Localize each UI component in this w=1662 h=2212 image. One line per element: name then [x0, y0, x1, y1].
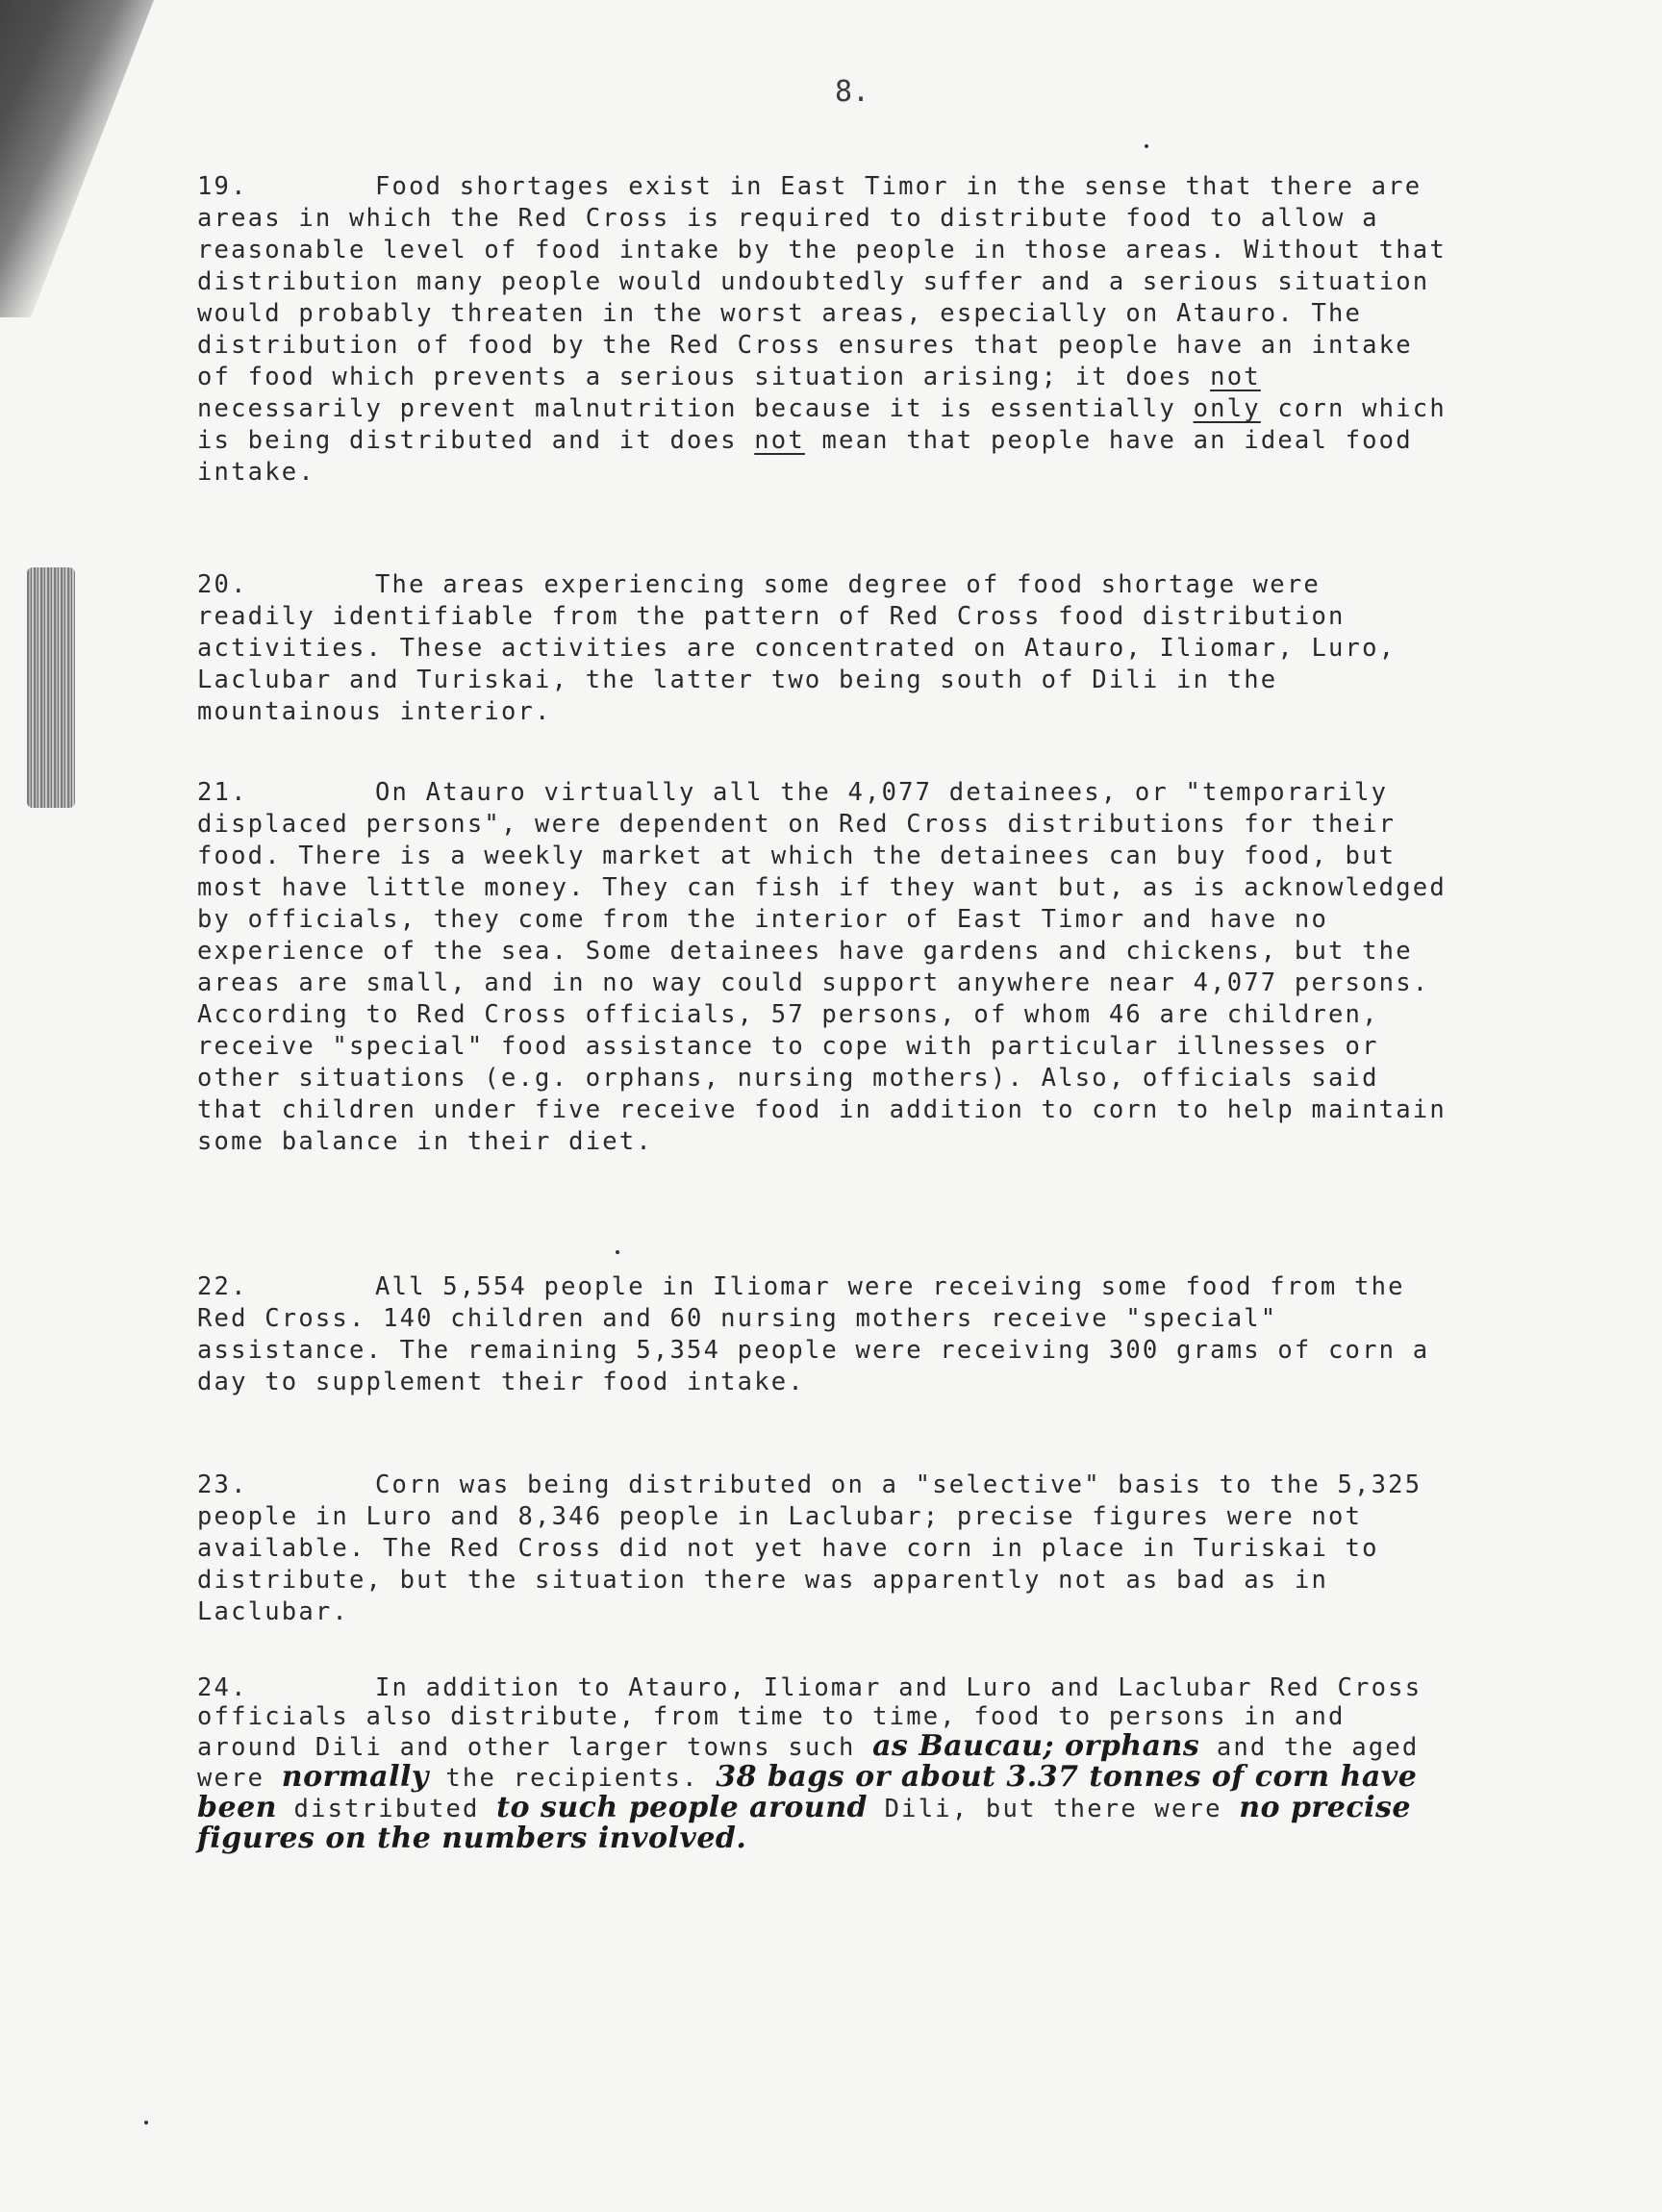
typed-text: and the aged were — [197, 1733, 1420, 1793]
paragraph-text: All 5,554 people in Iliomar were receiving some food from the Red Cross. 140 children and 60 nursing mothers receive "special" assistance. The remaining 5,354 people were receiving 300 grams of corn a day to supplement their food intake. — [197, 1272, 1430, 1396]
handwritten-annotation: no precise figures on the numbers involved. — [197, 1791, 1411, 1855]
paragraph-21 — [197, 777, 1448, 1158]
paragraph-text: Corn was being distributed on a "selective" basis to the 5,325 people in Luro and 8,346 people in Laclubar; precise figures were not available. The Red Cross did not yet have corn in place in Turiskai to distribute, but the situation there was apparently not as bad as in Laclubar. — [197, 1470, 1423, 1626]
underlined-word: only — [1193, 394, 1261, 423]
paragraph-24 — [197, 1673, 1448, 1854]
speck — [1145, 144, 1148, 148]
underlined-word: not — [754, 426, 805, 455]
typed-text: Dili, but there were — [868, 1795, 1240, 1823]
handwritten-annotation: 38 bags or about 3.37 tonnes of corn have been — [197, 1760, 1418, 1824]
paragraph-number: 24. — [197, 1673, 248, 1702]
page-number: 8. — [835, 75, 870, 109]
paragraph-text: On Atauro virtually all the 4,077 detainees, or "temporarily displaced persons", were dependent on Red Cross distributions for their food. There is a weekly market at which the detainees can buy food, but most have little money. They can fish if they want but, as is acknowledged by officials, they come from the interior of East Timor and have no experience of the sea. Some detainees have gardens and chickens, but the areas are small, and in no way could support anywhere near 4,077 persons. According to Red Cross officials, 57 persons, of whom 46 are children, receive "special" food assistance to cope with particular illnesses or other situations (e.g. orphans, nursing mothers). Also, officials said that children under five receive food in addition to corn to help maintain some balance in their diet. — [197, 778, 1447, 1156]
paragraph-number: 20. — [197, 570, 248, 599]
typed-text: the recipients. — [428, 1764, 717, 1793]
paragraph-19: 19. Food shortages exist in East Timor in the sense that there are areas in which the Red Cross is required to distribute food to allow a reasonable level of food intake by the people in those areas. Without that distribution many people would undoubtedly suffer and a serious situation would probably threaten in the worst areas, especially on Atauro. The distribution of food by the Red Cross ensures that people have an intake of food which prevents a serious situation arising; it does not necessarily prevent malnutrition because it is essentially only corn which is being distributed and it does not mean that people have an ideal food intake. — [197, 172, 1447, 487]
underlined-word: not — [1210, 363, 1261, 391]
paragraph-20 — [197, 569, 1448, 728]
typed-text: In addition to Atauro, Iliomar and Luro and Laclubar Red Cross officials also distribute, from time to time, food to persons in and around Dili and other larger towns such — [197, 1673, 1423, 1762]
paragraph-number: 21. — [197, 778, 248, 807]
paragraph-number: 23. — [197, 1470, 248, 1499]
speck — [616, 1250, 619, 1254]
paragraph-23 — [197, 1470, 1448, 1628]
paragraph-22 — [197, 1271, 1448, 1398]
handwritten-annotation: to such people around — [496, 1791, 869, 1824]
scanner-shadow — [0, 0, 154, 317]
paragraph-number: 19. — [197, 172, 248, 201]
paragraph-number: 22. — [197, 1272, 248, 1301]
scanner-smudge — [27, 567, 75, 808]
handwritten-annotation: as Baucau; orphans — [872, 1729, 1200, 1763]
paragraph-text: The areas experiencing some degree of food shortage were readily identifiable from the pattern of Red Cross food distribution activities. These activities are concentrated on Atauro, Iliomar, Luro, Laclubar and Turiskai, the latter two being south of Dili in the mountainous interior. — [197, 570, 1397, 726]
speck — [144, 2121, 148, 2124]
typed-text: distributed — [276, 1795, 497, 1823]
handwritten-annotation: normally — [281, 1760, 429, 1794]
